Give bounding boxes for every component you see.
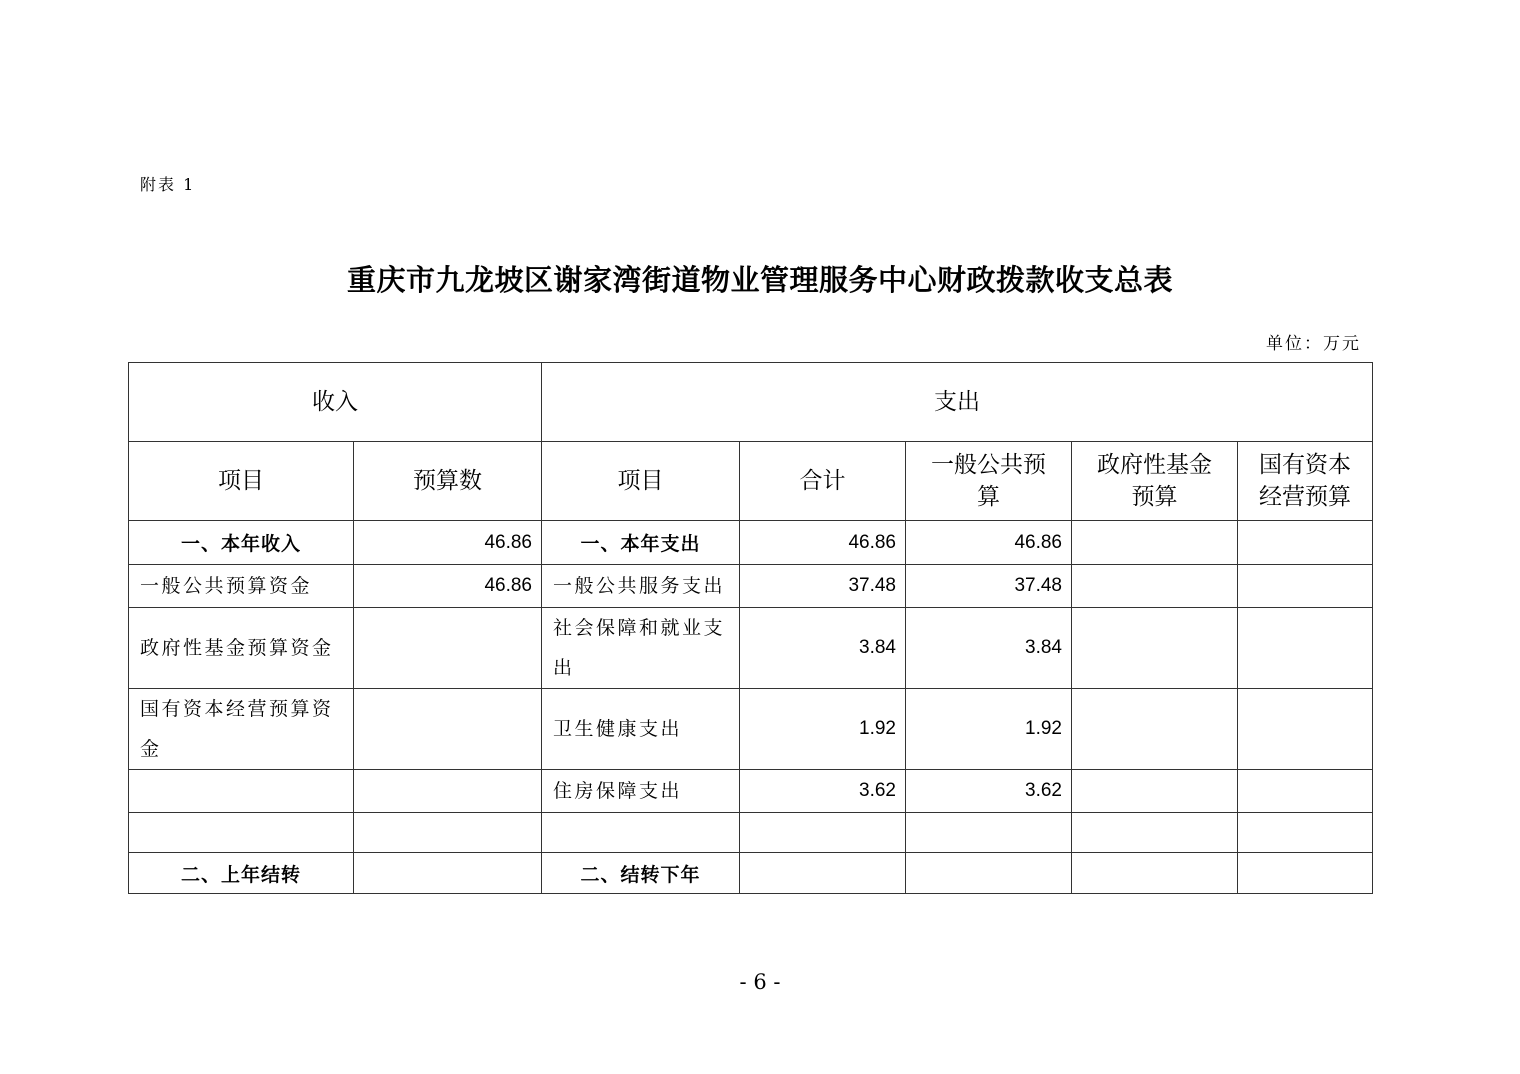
page-title: 重庆市九龙坡区谢家湾街道物业管理服务中心财政拨款收支总表 — [346, 263, 1173, 297]
fund-cell — [1072, 853, 1238, 894]
exp-item-cell — [542, 813, 740, 853]
state-cell — [1238, 521, 1373, 565]
page-number: - 6 - — [739, 970, 781, 994]
annex-label: 附表 1 — [140, 175, 196, 194]
state-cell — [1238, 689, 1373, 770]
budget-cell: 46.86 — [354, 565, 542, 608]
table-row — [129, 689, 1373, 770]
fund-cell — [1072, 689, 1238, 770]
col-fund-budget: 政府性基金预算 — [1072, 442, 1238, 521]
income-item-cell: 二、上年结转 — [129, 853, 354, 894]
state-cell — [1238, 853, 1373, 894]
state-cell — [1238, 770, 1373, 813]
income-header: 收入 — [129, 363, 542, 442]
table-row — [129, 770, 1373, 813]
col-exp-item: 项目 — [542, 442, 740, 521]
fund-cell — [1072, 770, 1238, 813]
exp-item-cell: 二、结转下年 — [542, 853, 740, 894]
general-cell: 46.86 — [906, 521, 1072, 565]
total-cell: 1.92 — [740, 689, 906, 770]
fund-cell — [1072, 565, 1238, 608]
col-general-budget: 一般公共预算 — [906, 442, 1072, 521]
budget-cell — [354, 689, 542, 770]
budget-cell — [354, 853, 542, 894]
total-cell: 3.84 — [740, 608, 906, 689]
income-item-cell: 国有资本经营预算资金 — [129, 689, 354, 770]
total-cell — [740, 853, 906, 894]
general-cell: 3.62 — [906, 770, 1072, 813]
col-income-item: 项目 — [129, 442, 354, 521]
general-cell — [906, 853, 1072, 894]
column-header-row — [129, 442, 1373, 521]
general-cell: 3.84 — [906, 608, 1072, 689]
total-cell: 3.62 — [740, 770, 906, 813]
general-cell: 37.48 — [906, 565, 1072, 608]
unit-label: 单位：万元 — [1266, 334, 1361, 354]
exp-item-cell: 住房保障支出 — [542, 770, 740, 813]
state-cell — [1238, 608, 1373, 689]
table-row — [129, 813, 1373, 853]
income-item-cell: 一、本年收入 — [129, 521, 354, 565]
exp-item-cell: 卫生健康支出 — [542, 689, 740, 770]
general-cell: 1.92 — [906, 689, 1072, 770]
fund-cell — [1072, 608, 1238, 689]
budget-cell — [354, 770, 542, 813]
income-item-cell: 政府性基金预算资金 — [129, 608, 354, 689]
income-item-cell: 一般公共预算资金 — [129, 565, 354, 608]
budget-cell — [354, 608, 542, 689]
total-cell: 37.48 — [740, 565, 906, 608]
state-cell — [1238, 813, 1373, 853]
col-state-capital-budget: 国有资本经营预算 — [1238, 442, 1373, 521]
table-row — [129, 565, 1373, 608]
exp-item-cell: 一、本年支出 — [542, 521, 740, 565]
general-cell — [906, 813, 1072, 853]
state-cell — [1238, 565, 1373, 608]
table-row — [129, 608, 1373, 689]
section-header-row — [129, 363, 1373, 442]
table-row — [129, 521, 1373, 565]
total-cell — [740, 813, 906, 853]
budget-summary-table — [128, 362, 1373, 894]
expenditure-header: 支出 — [542, 363, 1373, 442]
income-item-cell — [129, 770, 354, 813]
fund-cell — [1072, 813, 1238, 853]
budget-cell: 46.86 — [354, 521, 542, 565]
fund-cell — [1072, 521, 1238, 565]
table-row — [129, 853, 1373, 894]
exp-item-cell: 社会保障和就业支出 — [542, 608, 740, 689]
exp-item-cell: 一般公共服务支出 — [542, 565, 740, 608]
income-item-cell — [129, 813, 354, 853]
total-cell: 46.86 — [740, 521, 906, 565]
col-total: 合计 — [740, 442, 906, 521]
budget-cell — [354, 813, 542, 853]
col-budget: 预算数 — [354, 442, 542, 521]
